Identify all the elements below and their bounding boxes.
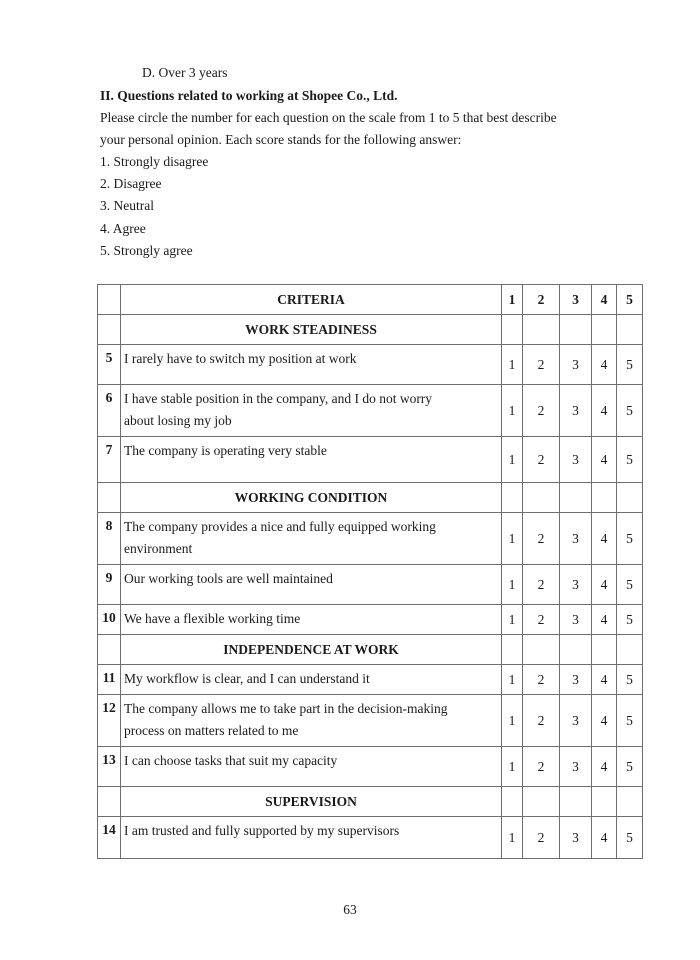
score-option-3[interactable]: 3: [560, 817, 592, 859]
scale-item-1: 1. Strongly disagree: [100, 154, 209, 169]
score-option-4[interactable]: 4: [592, 565, 617, 605]
question-number: 11: [98, 665, 121, 695]
question-number: 8: [98, 513, 121, 565]
question-row: [98, 665, 643, 695]
score-option-4[interactable]: 4: [592, 605, 617, 635]
score-option-5[interactable]: 5: [617, 385, 643, 437]
question-number: 13: [98, 747, 121, 787]
score-option-4[interactable]: 4: [592, 695, 617, 747]
question-row: [98, 695, 643, 747]
score-option-2[interactable]: 2: [523, 605, 560, 635]
question-number: 14: [98, 817, 121, 859]
score-option-3[interactable]: 3: [560, 345, 592, 385]
section-row: [98, 483, 643, 513]
section-row: [98, 787, 643, 817]
question-row: [98, 747, 643, 787]
question-row: [98, 437, 643, 483]
score-option-1[interactable]: 1: [502, 665, 523, 695]
question-text: I have stable position in the company, and I do not worry about losing my job: [121, 385, 502, 437]
scale-item-3: 3. Neutral: [100, 198, 154, 213]
score-option-5[interactable]: 5: [617, 665, 643, 695]
question-text: My workflow is clear, and I can understand it: [121, 665, 502, 695]
score-option-1[interactable]: 1: [502, 565, 523, 605]
section-title-supervision: SUPERVISION: [121, 787, 502, 817]
question-number: 12: [98, 695, 121, 747]
section-title-independence-at-work: INDEPENDENCE AT WORK: [121, 635, 502, 665]
question-text: I can choose tasks that suit my capacity: [121, 747, 502, 787]
score-option-5[interactable]: 5: [617, 565, 643, 605]
score-option-3[interactable]: 3: [560, 747, 592, 787]
scale-item-4: 4. Agree: [100, 221, 146, 236]
section-row: [98, 315, 643, 345]
score-option-3[interactable]: 3: [560, 665, 592, 695]
question-number: 6: [98, 385, 121, 437]
score-option-2[interactable]: 2: [523, 695, 560, 747]
question-number: 9: [98, 565, 121, 605]
question-number: 5: [98, 345, 121, 385]
header-score-2: 2: [523, 285, 560, 315]
question-text: Our working tools are well maintained: [121, 565, 502, 605]
score-option-5[interactable]: 5: [617, 817, 643, 859]
section-title-working-condition: WORKING CONDITION: [121, 483, 502, 513]
question-text: The company provides a nice and fully equipped working environment: [121, 513, 502, 565]
question-text: The company is operating very stable: [121, 437, 502, 483]
score-option-2[interactable]: 2: [523, 345, 560, 385]
score-option-2[interactable]: 2: [523, 437, 560, 483]
score-option-1[interactable]: 1: [502, 817, 523, 859]
score-option-3[interactable]: 3: [560, 437, 592, 483]
question-number: 10: [98, 605, 121, 635]
score-option-3[interactable]: 3: [560, 605, 592, 635]
question-row: [98, 345, 643, 385]
score-option-3[interactable]: 3: [560, 695, 592, 747]
table-header-row: [98, 285, 643, 315]
score-option-4[interactable]: 4: [592, 817, 617, 859]
question-row: [98, 513, 643, 565]
score-option-1[interactable]: 1: [502, 695, 523, 747]
score-option-4[interactable]: 4: [592, 513, 617, 565]
question-text: I rarely have to switch my position at work: [121, 345, 502, 385]
score-option-1[interactable]: 1: [502, 385, 523, 437]
score-option-5[interactable]: 5: [617, 437, 643, 483]
instruction-line-1: Please circle the number for each question on the scale from 1 to 5 that best describe: [100, 110, 557, 125]
score-option-1[interactable]: 1: [502, 345, 523, 385]
score-option-3[interactable]: 3: [560, 565, 592, 605]
score-option-5[interactable]: 5: [617, 345, 643, 385]
survey-table: [97, 284, 643, 859]
score-option-2[interactable]: 2: [523, 565, 560, 605]
question-row: [98, 817, 643, 859]
question-row: [98, 565, 643, 605]
question-number: 7: [98, 437, 121, 483]
score-option-4[interactable]: 4: [592, 747, 617, 787]
score-option-4[interactable]: 4: [592, 437, 617, 483]
score-option-1[interactable]: 1: [502, 605, 523, 635]
score-option-2[interactable]: 2: [523, 385, 560, 437]
score-option-3[interactable]: 3: [560, 513, 592, 565]
score-option-4[interactable]: 4: [592, 665, 617, 695]
score-option-1[interactable]: 1: [502, 437, 523, 483]
score-option-4[interactable]: 4: [592, 345, 617, 385]
question-text: The company allows me to take part in the decision-making process on matters related to me: [121, 695, 502, 747]
score-option-5[interactable]: 5: [617, 605, 643, 635]
page-number: 63: [343, 902, 357, 917]
header-score-3: 3: [560, 285, 592, 315]
score-option-4[interactable]: 4: [592, 385, 617, 437]
question-row: [98, 605, 643, 635]
section-title: II. Questions related to working at Shopee Co., Ltd.: [100, 88, 398, 103]
header-criteria: CRITERIA: [121, 285, 502, 315]
score-option-2[interactable]: 2: [523, 665, 560, 695]
header-score-1: 1: [502, 285, 523, 315]
section-row: [98, 635, 643, 665]
instruction-line-2: your personal opinion. Each score stands for the following answer:: [100, 132, 462, 147]
score-option-2[interactable]: 2: [523, 513, 560, 565]
question-text: We have a flexible working time: [121, 605, 502, 635]
score-option-2[interactable]: 2: [523, 817, 560, 859]
previous-answer-option: D. Over 3 years: [142, 65, 228, 80]
score-option-3[interactable]: 3: [560, 385, 592, 437]
score-option-5[interactable]: 5: [617, 695, 643, 747]
score-option-2[interactable]: 2: [523, 747, 560, 787]
score-option-5[interactable]: 5: [617, 513, 643, 565]
score-option-1[interactable]: 1: [502, 513, 523, 565]
header-score-4: 4: [592, 285, 617, 315]
header-score-5: 5: [617, 285, 643, 315]
score-option-1[interactable]: 1: [502, 747, 523, 787]
score-option-5[interactable]: 5: [617, 747, 643, 787]
header-number-cell: [98, 285, 121, 315]
scale-item-5: 5. Strongly agree: [100, 243, 193, 258]
section-title-work-steadiness: WORK STEADINESS: [121, 315, 502, 345]
question-text: I am trusted and fully supported by my supervisors: [121, 817, 502, 859]
question-row: [98, 385, 643, 437]
scale-item-2: 2. Disagree: [100, 176, 162, 191]
